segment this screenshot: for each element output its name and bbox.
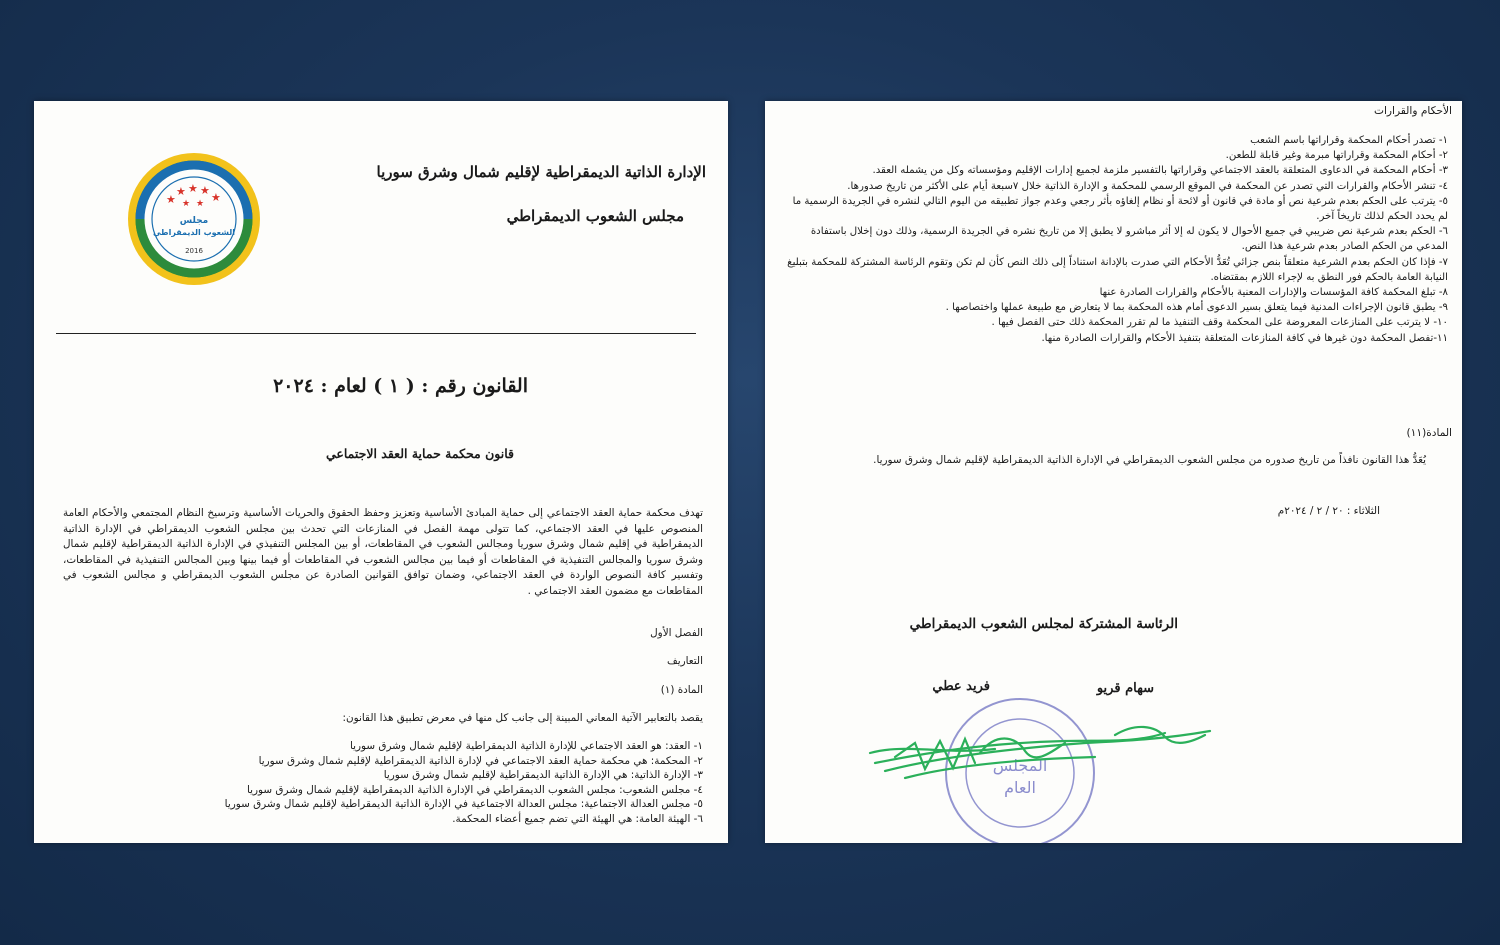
signature-title: الرئاسة المشتركة لمجلس الشعوب الديمقراطي — [909, 616, 1178, 632]
logo-text-top: مجلس — [179, 216, 209, 226]
svg-text:★: ★ — [176, 185, 186, 198]
handwritten-signature — [865, 713, 1225, 793]
article-11-heading: المادة(١١) — [1406, 427, 1452, 439]
list-item: ٤- تنشر الأحكام والقرارات التي تصدر عن المحكمة في الموقع الرسمي للمحكمة و الإدارة الذاتية خلال ٧سبعة أيام على الأكثر من تاريخ صدورها. — [847, 180, 1448, 192]
list-item: ٤- مجلس الشعوب: مجلس الشعوب الديمقراطي في الإدارة الذاتية الديمقراطية لإقليم شمال وشرق سوريا — [246, 783, 703, 796]
list-item: ١١-تفصل المحكمة دون غيرها في كافة المنازعات المتعلقة بتنفيذ الأحكام والقرارات الصادرة منها. — [1041, 332, 1448, 344]
list-item: ٨- تبلغ المحكمة كافة المؤسسات والإدارات المعنية بالأحكام والقرارات الصادرة عنها — [1099, 287, 1448, 299]
law-subtitle: قانون محكمة حماية العقد الاجتماعي — [325, 446, 514, 461]
list-item: ٧- فإذا كان الحكم بعدم الشرعية متعلقاً بنص جزائي تُعَدُّ الأحكام التي صدرت بالإدانة استناداً إلى ذلك النص كأن لم تكن وتقوم الرئاسة المشتركة للمحكمة بتبليغ النيابة العامة بالحكم فور النطق به لإجراء اللازم بمقتضاه. — [787, 256, 1448, 283]
signatory-2: فريد عطي — [932, 679, 990, 694]
list-item: ٥- يترتب على الحكم بعدم شرعية نص أو مادة في قانون أو لائحة أو نظام إلغاؤه بأثر رجعي وعدم جواز تطبيقه من اليوم التالي لنشره في الجريدة الرسمية ما لم يحدد الحكم لذلك تاريخاً آخر. — [792, 195, 1448, 223]
document-page-left — [34, 101, 728, 843]
stamp-text-bottom: العام — [1004, 778, 1036, 797]
header-council: مجلس الشعوب الديمقراطي — [506, 207, 684, 225]
list-item: ٦- الهيئة العامة: هي الهيئة التي تضم جميع أعضاء المحكمة. — [452, 812, 703, 825]
svg-text:★: ★ — [182, 199, 191, 209]
list-item: ١- تصدر أحكام المحكمة وقراراتها باسم الشعب — [1250, 135, 1448, 146]
svg-text:★: ★ — [188, 182, 198, 195]
svg-text:★: ★ — [200, 184, 210, 197]
list-item: ١٠- لا يترتب على المنازعات المعروضة على المحكمة وقف التنفيذ ما لم تقرر المحكمة ذلك حتى الفصل فيها . — [991, 317, 1448, 329]
svg-text:★: ★ — [166, 193, 176, 206]
definitions-heading: التعاريف — [666, 655, 703, 667]
svg-text:★: ★ — [196, 199, 205, 209]
stamp-text-top: المجلس — [992, 756, 1048, 775]
list-item: ١- العقد: هو العقد الاجتماعي للإدارة الذاتية الديمقراطية لإقليم شمال وشرق سوريا — [349, 740, 703, 752]
header-administration: الإدارة الذاتية الديمقراطية لإقليم شمال وشرق سوريا — [376, 163, 706, 181]
svg-text:★: ★ — [211, 191, 221, 204]
list-item: ٦- الحكم بعدم شرعية نص ضريبي في جميع الأحوال لا يكون له إلا أثر مباشرو لا يطبق إلا من تاريخ نشره في الجريدة الرسمية، وذلك دون إخلال باستفادة المدعي من الحكم الصادر بعدم شرعية هذا النص. — [810, 226, 1448, 253]
law-title: القانون رقم : ( ١ ) لعام : ٢٠٢٤ — [273, 375, 528, 397]
list-item: ٣- أحكام المحكمة في الدعاوى المتعلقة بالعقد الاجتماعي وقراراتها بالتفسير ملزمة لجميع إدارات الإقليم ومؤسساته وكل من يشمله العقد. — [872, 165, 1448, 177]
document-page-right — [765, 101, 1462, 843]
article-1-intro: يقصد بالتعابير الآتية المعاني المبينة إلى جانب كل منها في معرض تطبيق هذا القانون: — [342, 712, 703, 724]
list-item: ٥- مجلس العدالة الاجتماعية: مجلس العدالة الاجتماعية في الإدارة الذاتية الديمقراطية لإقليم شمال وشرق سوريا — [224, 798, 703, 810]
article-11-text: يُعَدُّ هذا القانون نافذاً من تاريخ صدوره من مجلس الشعوب الديمقراطي في الإدارة الذاتية الديمقراطية لإقليم شمال وشرق سوريا. — [873, 454, 1426, 466]
list-item: ٩- يطبق قانون الإجراءات المدنية فيما يتعلق بسير الدعوى أمام هذه المحكمة بما لا يتعارض مع طبيعة عملها واختصاصها . — [945, 302, 1448, 314]
chapter-heading: الفصل الأول — [650, 627, 703, 639]
section-heading: الأحكام والقرارات — [1373, 105, 1452, 117]
list-item: ٢- المحكمة: هي محكمة حماية العقد الاجتماعي في لإدارة الذاتية الديمقراطية لإقليم شمال وشرق سوريا — [258, 754, 703, 767]
logo-year: 2016 — [185, 247, 203, 255]
intro-paragraph: تهدف محكمة حماية العقد الاجتماعي إلى حماية المبادئ الأساسية وتعزيز وحفظ الحقوق والحريات الأساسية وترسيخ النظام المجتمعي والأحكام العامة المنصوص عليها في العقد الاجتماعي، كما تتولى مهمة الفصل في المنازعات التي تحدث بين مجلس الشعوب الديمقراطي في الإدارة الذاتية الديمقراطية في إقليم شمال وشرق سوريا ومجالس الشعوب في المقاطعات، أو بين المجلس التنفيذي في الإدارة الذاتية الديمقراطية لإقليم شمال وشرق سوريا والمجالس التنفيذية في المقاطعات أو فيما بين مجالس الشعوب في المقاطعات أو فيما بينها وبين المجالس التنفيذية في المقاطعات، وتفسير كافة النصوص الواردة في العقد الاجتماعي، وضمان توافق القوانين الصادرة عن مجلس الشعوب الديمقراطي و مجالس الشعوب في المقاطعات مع مضمون العقد الاجتماعي . — [63, 507, 703, 597]
definitions-list — [103, 739, 703, 826]
council-logo — [126, 151, 262, 287]
rulings-list — [780, 133, 1448, 346]
article-1-heading: المادة (١) — [660, 684, 703, 696]
header-divider — [56, 333, 696, 334]
list-item: ٣- الإدارة الذاتية: هي الإدارة الذاتية الديمقراطية لإقليم شمال وشرق سوريا — [383, 769, 703, 781]
list-item: ٢- أحكام المحكمة وقراراتها مبرمة وغير قابلة للطعن. — [1225, 150, 1448, 162]
signatory-1: سهام قريو — [1096, 681, 1154, 696]
logo-text-bottom: الشعوب الديمقراطي — [152, 228, 236, 237]
date: الثلاثاء : ٢٠ / ٢ / ٢٠٢٤م — [1277, 505, 1380, 517]
